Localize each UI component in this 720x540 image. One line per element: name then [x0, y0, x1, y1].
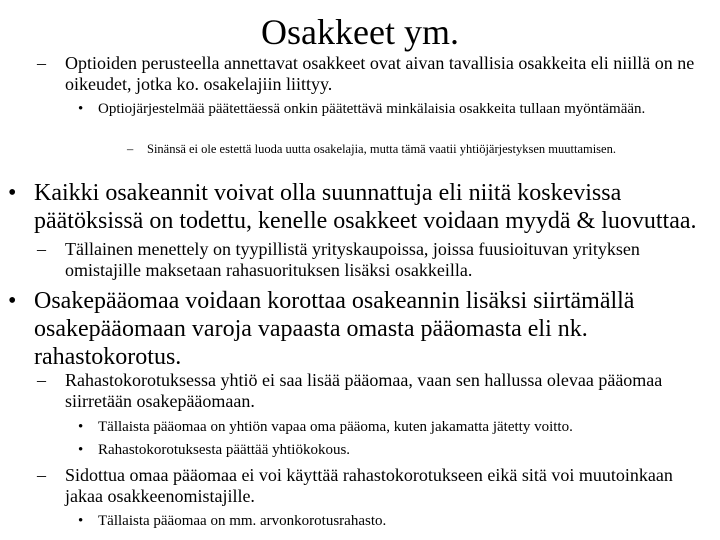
bullet-marker: – — [37, 239, 46, 259]
bullet-text: Rahastokorotuksesta päättää yhtiökokous. — [98, 442, 351, 458]
bullet-text: Tällaista pääomaa on mm. arvonkorotusrahasto. — [98, 513, 387, 529]
bullet-marker: – — [37, 370, 46, 390]
bullet-marker: • — [78, 419, 84, 435]
bullet-marker: – — [37, 465, 46, 485]
bullet-marker: • — [8, 288, 17, 314]
bullet-marker: • — [8, 180, 17, 206]
bullet-item — [78, 100, 698, 118]
bullet-text: Tällainen menettely on tyypillistä yrityskaupoissa, joissa fuusioituvan yrityksen omistajille maksetaan rahasuorituksen lisäksi osakkeilla. — [65, 239, 640, 280]
bullet-marker: • — [78, 442, 84, 458]
bullet-marker: • — [78, 101, 84, 117]
bullet-text: Sidottua omaa pääomaa ei voi käyttää rahastokorotukseen eikä sitä voi muutoinkaan jakaa osakkeenomistajille. — [65, 465, 673, 506]
bullet-text: Optioiden perusteella annettavat osakkeet ovat aivan tavallisia osakkeita eli niillä on ne oikeudet, jotka ko. osakelajiin liittyy. — [65, 53, 695, 94]
bullet-item — [37, 370, 707, 412]
bullet-item — [127, 142, 687, 157]
bullet-item — [8, 287, 708, 371]
bullet-text: Tällaista pääomaa on yhtiön vapaa oma pääoma, kuten jakamatta jätetty voitto. — [98, 419, 573, 435]
bullet-text: Rahastokorotuksessa yhtiö ei saa lisää pääomaa, vaan sen hallussa olevaa pääomaa siirretään osakepääomaan. — [65, 370, 663, 411]
bullet-item — [37, 53, 707, 95]
bullet-text: Optiojärjestelmää päätettäessä onkin päätettävä minkälaisia osakkeita tullaan myöntämään. — [98, 101, 646, 117]
bullet-marker: – — [127, 142, 134, 156]
bullet-text: Osakepääomaa voidaan korottaa osakeannin lisäksi siirtämällä osakepääomaan varoja vapaasta omasta pääomasta eli nk. rahastokorotus. — [34, 288, 635, 370]
bullet-item — [78, 418, 708, 436]
bullet-item — [37, 239, 717, 281]
bullet-item — [8, 179, 718, 235]
bullet-text: Sinänsä ei ole estettä luoda uutta osakelajia, mutta tämä vaatii yhtiöjärjestyksen muuttamisen. — [147, 142, 616, 156]
bullet-item — [78, 441, 708, 459]
bullet-marker: – — [37, 53, 46, 73]
bullet-marker: • — [78, 513, 84, 529]
bullet-item — [78, 512, 708, 530]
slide-title: Osakkeet ym. — [261, 12, 459, 52]
bullet-item — [37, 465, 707, 507]
bullet-text: Kaikki osakeannit voivat olla suunnattuja eli niitä koskevissa päätöksissä on todettu, kenelle osakkeet voidaan myydä & luovuttaa. — [34, 180, 697, 234]
